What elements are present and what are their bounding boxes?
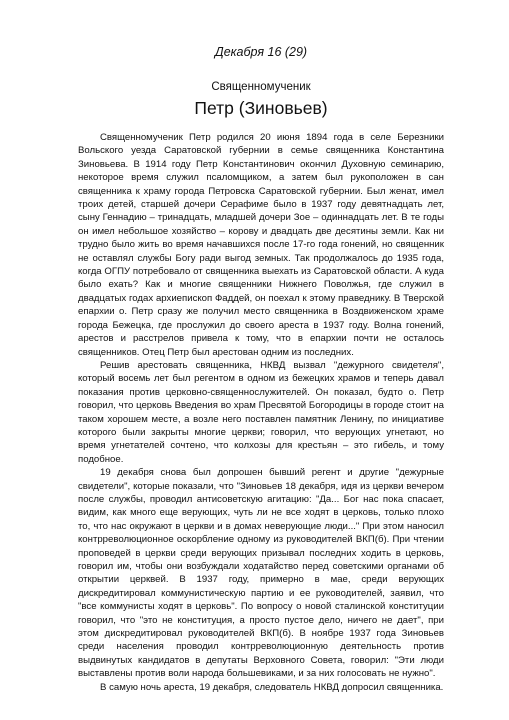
paragraph-second-testimony: 19 декабря снова был допрошен бывший регент и другие "дежурные свидетели", которые показали, что "Зиновьев 18 декабря, идя из церкви вечером после службы, проводил антисоветскую агитацию: "Да... Бог нас пока спасает, видим, как много еще верующих, чуть ли не все ходят в церковь, только плохо то, что нас окружают в церкви и в домах неверующие люди..." При этом наносил контрреволюционное оскорбление одному из руководителей ВКП(б). При чтении проповедей в церкви среди верующих призывал последних ходить в церковь, говорил им, чтобы они возбуждали ходатайство перед советскими органами об открытии церквей. В 1937 году, примерно в мае, среди верующих дискредитировал коммунистическую партию и ее руководителей, заявил, что "все коммунисты ходят в церковь". По вопросу о новой сталинской конституции говорил, что "это не конституция, а просто пустое дело, ничего не дает", при этом дискредитировал руководителей ВКП(б). В ноябре 1937 года Зиновьев среди населения проводил контрреволюционную деятельность против выдвинутых кандидатов в депутаты Верховного Совета, говорил: "Эти люди выставлены против воли народа большевиками, и за них голосовать не нужно". <box>78 467 444 680</box>
paragraph-interrogation: В самую ночь ареста, 19 декабря, следователь НКВД допросил священника. <box>100 681 444 693</box>
saint-rank: Священномученик <box>211 81 311 93</box>
feast-date: Декабря 16 (29) <box>214 45 308 59</box>
document-page <box>78 44 444 694</box>
paragraph-biography: Священномученик Петр родился 20 июня 1894 года в селе Березники Вольского уезда Саратовской губернии в семье священника Константина Зиновьева. В 1914 году Петр Константинович окончил Духовную семинарию, некоторое время служил псаломщиком, а затем был рукоположен в сан священника к храму города Петровска Саратовской губернии. Был женат, имел троих детей, старшей дочери Серафиме было в 1937 году девятнадцать лет, сыну Геннадию – тринадцать, младшей дочери Зое – одиннадцать лет. В те годы он имел небольшое хозяйство – корову и двадцать две десятины земли. Как ни трудно было жить во время начавшихся после 17-го года гонений, но священник не оставлял службы Богу ради выгод земных. Так продолжалось до 1935 года, когда ОГПУ потребовало от священника выехать из Саратовской области. А куда было ехать? Как и многие священники Нижнего Поволжья, где служил в двадцатых годах архиепископ Фаддей, он поехал к этому праведнику. В Тверской епархии о. Петр сразу же получил место священника в Воздвиженском храме города Бежецка, где прослужил до своего ареста в 1937 году. Волна гонений, арестов и расстрелов привела к тому, что в епархии почти не осталось священников. Отец Петр был арестован одним из последних. <box>78 132 444 358</box>
saint-name: Петр (Зиновьев) <box>194 98 328 118</box>
paragraph-first-testimony: Решив арестовать священника, НКВД вызвал "дежурного свидетеля", который восемь лет был регентом в одном из бежецких храмов и теперь давал показания против церковно-священнослужителей. Он показал, будто о. Петр говорил, что церковь Введения во храм Пресвятой Богородицы в городе стоит на таком хорошем месте, а возле него поставлен памятник Ленину, по инициативе которого были закрыты многие церкви; говорил, что верующих угнетают, но время угнетателей сочтено, что колхозы для крестьян – это гибель, и тому подобное. <box>78 359 444 465</box>
